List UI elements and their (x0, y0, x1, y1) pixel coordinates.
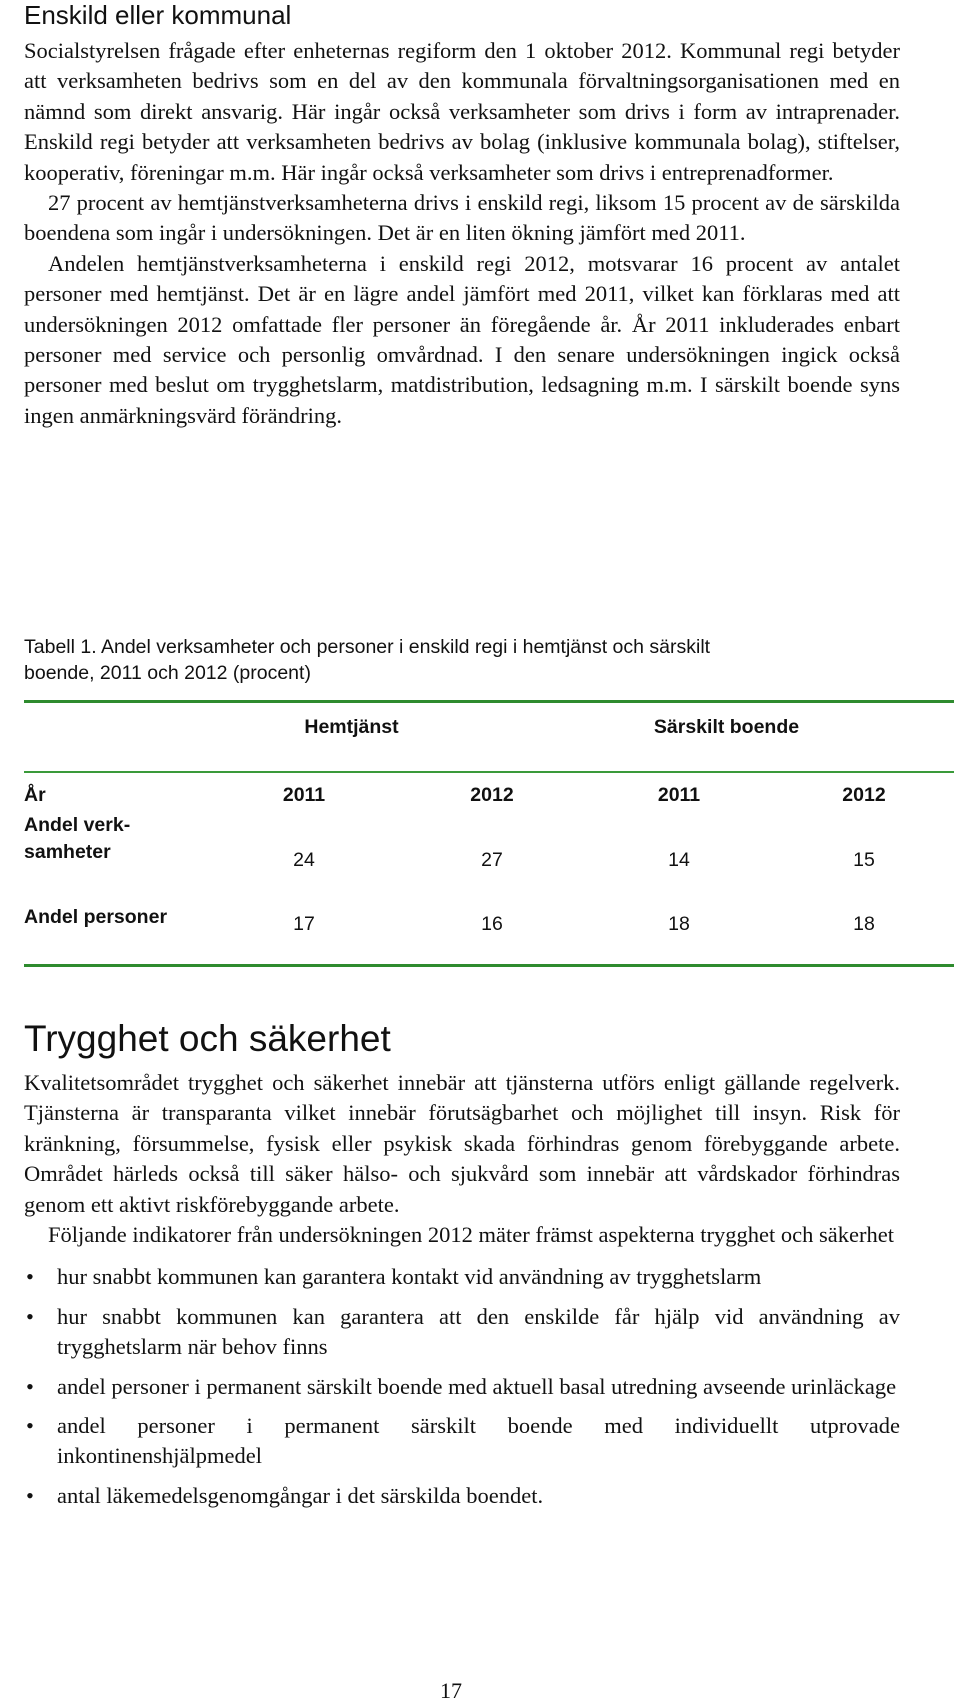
list-item (24, 1302, 900, 1363)
table-cell: 27 (481, 849, 503, 871)
table-cell: 18 (668, 913, 690, 935)
paragraph: 27 procent av hemtjänstverksamheterna drivs i enskild regi, liksom 15 procent av de särskilda boendena som ingår i undersökningen. Det är en liten ökning jämfört med 2011. (24, 190, 900, 246)
table-cell: 17 (293, 913, 315, 935)
year-header: 2012 (842, 784, 886, 806)
table-bottom-rule (24, 964, 954, 967)
table-cell: 16 (481, 913, 503, 935)
row-label: Andel verk- (24, 814, 131, 836)
data-table (24, 700, 954, 970)
section-enskild (24, 0, 900, 431)
group-header-sarskilt-boende: Särskilt boende (653, 716, 800, 738)
table-cell: 14 (668, 849, 690, 871)
paragraph: Kvalitetsområdet trygghet och säkerhet innebär att tjänsterna utförs enligt gällande regelverk. Tjänsterna är transparanta vilket innebär förutsägbarhet och möjlighet till insyn. Risk för kränkning, försummelse, fysisk eller psykisk skada förhindras genom förebyggande arbete. Området härleds också till säker hälso- och sjukvård som innebär att vårdskador förhindras genom ett aktivt riskförebyggande arbete. (24, 1070, 900, 1217)
list-item (24, 1372, 900, 1402)
row-label: Andel personer (24, 906, 168, 928)
bullet-icon: • (26, 1303, 34, 1329)
group-header-hemtjanst: Hemtjänst (304, 716, 399, 738)
caption-line: Tabell 1. Andel verksamheter och personer i enskild regi i hemtjänst och särskilt (24, 636, 711, 658)
table-cell: 24 (293, 849, 315, 871)
bullet-icon: • (26, 1373, 34, 1399)
table-cell: 15 (853, 849, 875, 871)
list-item (24, 1411, 900, 1472)
indicator-list (24, 1262, 900, 1511)
caption-line: boende, 2011 och 2012 (procent) (24, 662, 311, 684)
paragraph: Följande indikatorer från undersökningen 2012 mäter främst aspekterna trygghet och säkerhet (48, 1222, 894, 1248)
table-cell: 18 (853, 913, 875, 935)
section-heading: Trygghet och säkerhet (24, 1018, 391, 1059)
section-trygghet (24, 1018, 900, 1520)
year-header: 2012 (470, 784, 514, 806)
year-label: År (24, 784, 46, 806)
list-item-text: hur snabbt kommunen kan garantera kontakt vid användning av trygghetslarm (57, 1264, 762, 1290)
bullet-icon: • (26, 1413, 34, 1439)
list-item-text: andel personer i permanent särskilt boende med aktuell basal utredning avseende urinläckage (57, 1373, 897, 1399)
list-item (24, 1481, 900, 1511)
bullet-icon: • (26, 1482, 34, 1508)
section-heading: Enskild eller kommunal (24, 0, 292, 30)
table-caption (24, 634, 924, 686)
bullet-icon: • (26, 1264, 34, 1290)
list-item-text: andel personer i permanent särskilt boende med individuellt utprovade inkontinenshjälpmedel (57, 1413, 900, 1469)
page-number: 17 (440, 1678, 462, 1703)
row-label: samheter (24, 841, 111, 863)
year-header: 2011 (282, 784, 326, 806)
table-top-rule (24, 700, 954, 703)
table-header-rule (24, 771, 954, 773)
year-header: 2011 (657, 784, 701, 806)
list-item (24, 1262, 900, 1292)
paragraph: Socialstyrelsen frågade efter enheternas regiform den 1 oktober 2012. Kommunal regi betyder att verksamheten bedrivs som en del av den kommunala förvaltningsorganisationen med en nämnd som direkt ansvarig. Här ingår också verksamheter som drivs i form av intraprenader. Enskild regi betyder att verksamheten bedrivs av bolag (inklusive kommunala bolag), stiftelser, kooperativ, föreningar m.m. Här ingår också verksamheter som drivs i entreprenadformer. (24, 38, 900, 185)
list-item-text: hur snabbt kommunen kan garantera att den enskilde får hjälp vid användning av trygghetslarm när behov finns (57, 1303, 900, 1360)
list-item-text: antal läkemedelsgenomgångar i det särskilda boendet. (57, 1482, 544, 1508)
paragraph: Andelen hemtjänstverksamheterna i enskild regi 2012, motsvarar 16 procent av antalet personer med hemtjänst. Det är en lägre andel jämfört med 2011, vilket kan förklaras med att undersökningen 2012 omfattade fler personer än föregående år. År 2011 inkluderades enbart personer med service och personlig omvårdnad. I den senare undersökningen ingick också personer med beslut om trygghetslarm, matdistribution, ledsagning m.m. I särskilt boende syns ingen anmärkningsvärd förändring. (24, 250, 900, 428)
